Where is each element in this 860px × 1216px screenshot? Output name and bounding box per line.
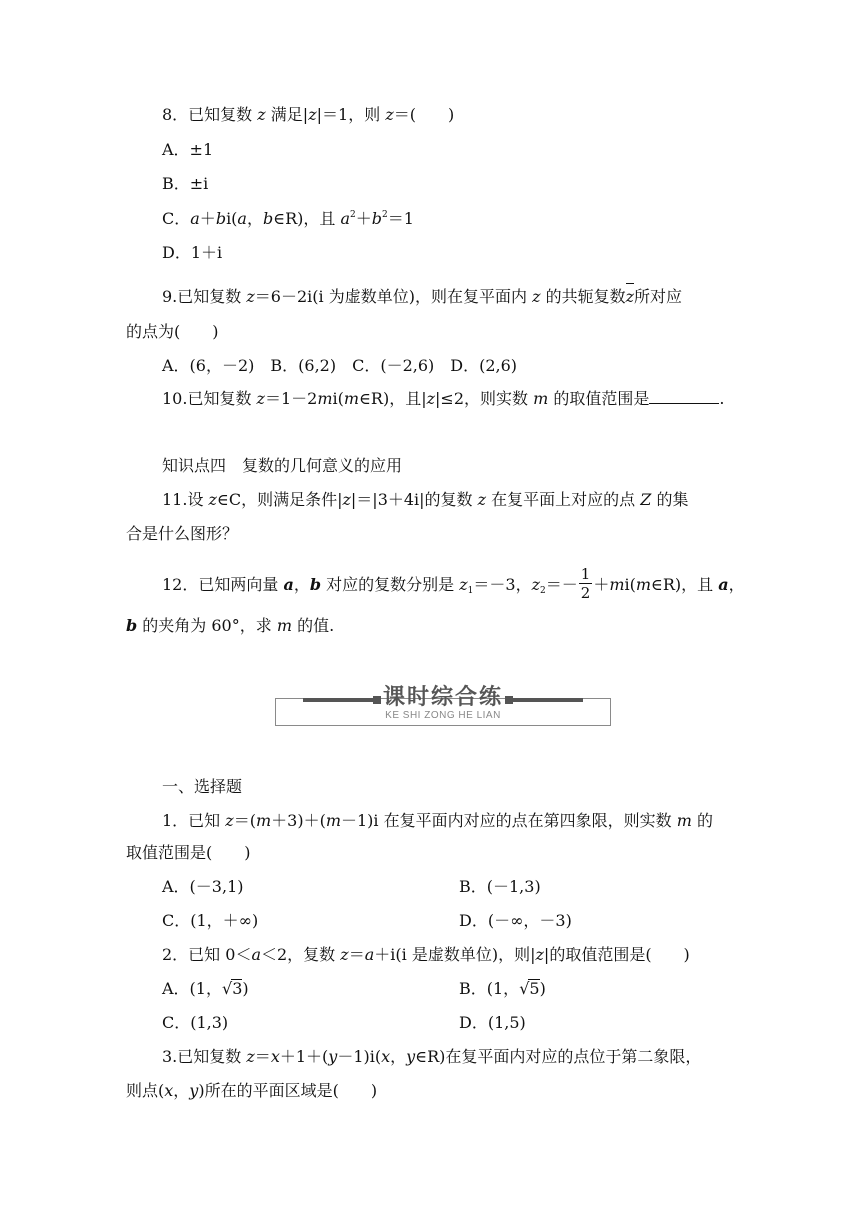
p2-option-c: C．(1,3): [162, 1013, 229, 1032]
q8-stem: 8．已知复数 z 满足|z|＝1，则 z＝( ): [162, 105, 455, 124]
p3-stem-line1: 3.已知复数 z＝x＋1＋(y－1)i(x，y∈R)在复平面内对应的点位于第二象限，: [162, 1047, 702, 1066]
q12-stem-line2: b 的夹角为 60°，求 m 的值.: [126, 616, 335, 635]
part-heading: 一、选择题: [162, 777, 243, 796]
p1-stem-line2: 取值范围是( ): [126, 843, 251, 862]
p1-option-c: C．(1，＋∞): [162, 911, 259, 930]
sqrt-icon: √: [221, 979, 233, 998]
q8-option-d: D．1＋i: [162, 243, 223, 262]
section-heading: 知识点四 复数的几何意义的应用: [162, 456, 403, 475]
q8-option-c: C．a＋bi(a，b∈R)，且 $a^2+b^2=1$: [162, 209, 414, 228]
p2-stem: 2．已知 0＜a＜2，复数 z＝a＋i(i 是虚数单位)，则|z|的取值范围是( ): [162, 945, 690, 964]
q11-stem-line1: 11.设 z∈C，则满足条件|z|＝|3＋4i|的复数 z 在复平面上对应的点 Z 的集: [162, 490, 689, 509]
q8-option-a: A．±1: [162, 140, 214, 159]
p1-option-b: B．(－1,3): [459, 877, 541, 896]
p1-option-a: A．(－3,1): [162, 877, 244, 896]
p2-option-a: A．(1，√3): [162, 979, 249, 998]
q8-option-b: B．±i: [162, 174, 209, 193]
p1-option-d: D．(－∞，－3): [459, 911, 572, 930]
q11-stem-line2: 合是什么图形？: [126, 524, 239, 543]
banner-subtitle: KE SHI ZONG HE LIAN: [385, 710, 501, 721]
q9-stem-line2: 的点为( ): [126, 322, 219, 341]
section-banner: [275, 684, 611, 724]
banner-title: 课时综合练: [382, 685, 503, 710]
q10-stem: 10.已知复数 z＝1－2mi(m∈R)，且|z|≤2，则实数 m 的取值范围是 .: [162, 389, 725, 408]
conjugate-z: z: [625, 287, 635, 306]
q9-stem-line1: 9.已知复数 z＝6－2i(i 为虚数单位)，则在复平面内 z 的共轭复数z所对应: [162, 287, 683, 306]
p3-stem-line2: 则点(x，y)所在的平面区域是( ): [126, 1081, 378, 1100]
p2-option-d: D．(1,5): [459, 1013, 526, 1032]
p1-stem-line1: 1．已知 z＝(m＋3)＋(m－1)i 在复平面内对应的点在第四象限，则实数 m 的: [162, 811, 713, 830]
fraction-one-half: $\frac{1}{2}$: [580, 565, 591, 602]
sqrt-icon: √: [519, 979, 530, 998]
q9-options: A．(6，－2) B．(6,2) C．(－2,6) D．(2,6): [162, 356, 518, 375]
p2-option-b: B．(1，√5): [459, 979, 546, 998]
q12-stem-line1: 12．已知两向量 a，b 对应的复数分别是 $z_1=-3$，$z_2=-$ $\frac{1}{2}$ ＋mi(m∈R)，且 a，: [162, 565, 745, 602]
answer-blank: [649, 389, 719, 404]
